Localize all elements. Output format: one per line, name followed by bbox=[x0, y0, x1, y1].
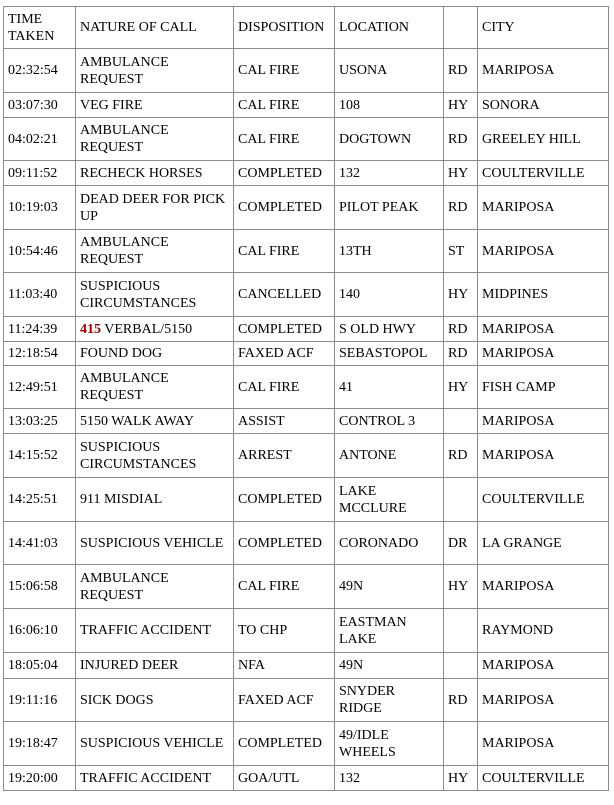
cell-location: SNYDER RIDGE bbox=[335, 679, 444, 722]
table-row bbox=[4, 118, 609, 161]
cell-disposition: COMPLETED bbox=[234, 186, 335, 230]
cell-location: 108 bbox=[335, 93, 444, 118]
cell-nature bbox=[76, 722, 234, 766]
header-city: CITY bbox=[478, 7, 609, 49]
cell-time: 19:11:16 bbox=[4, 679, 76, 722]
cell-street-type: RD bbox=[444, 679, 478, 722]
cell-city: MARIPOSA bbox=[478, 317, 609, 342]
cell-nature bbox=[76, 409, 234, 434]
cell-disposition: TO CHP bbox=[234, 609, 335, 653]
cell-street-type bbox=[444, 653, 478, 679]
cell-time: 19:20:00 bbox=[4, 766, 76, 791]
cell-location: CORONADO bbox=[335, 522, 444, 565]
cell-location: 13TH bbox=[335, 230, 444, 273]
cell-time: 11:24:39 bbox=[4, 317, 76, 342]
cell-city: MARIPOSA bbox=[478, 342, 609, 366]
cell-disposition: CAL FIRE bbox=[234, 49, 335, 93]
cell-location: DOGTOWN bbox=[335, 118, 444, 161]
cell-time: 12:18:54 bbox=[4, 342, 76, 366]
cell-street-type: RD bbox=[444, 186, 478, 230]
cell-location: ANTONE bbox=[335, 434, 444, 478]
cell-time: 15:06:58 bbox=[4, 565, 76, 609]
nature-text: FOUND DOG bbox=[80, 346, 163, 361]
cell-city: COULTERVILLE bbox=[478, 161, 609, 186]
cell-disposition: FAXED ACF bbox=[234, 342, 335, 366]
cell-time: 13:03:25 bbox=[4, 409, 76, 434]
cell-city: MARIPOSA bbox=[478, 230, 609, 273]
cell-nature bbox=[76, 766, 234, 791]
cell-nature bbox=[76, 609, 234, 653]
table-row bbox=[4, 93, 609, 118]
table-row bbox=[4, 230, 609, 273]
cell-city: SONORA bbox=[478, 93, 609, 118]
header-time: TIME TAKEN bbox=[4, 7, 76, 49]
cell-city: MARIPOSA bbox=[478, 653, 609, 679]
cell-nature bbox=[76, 118, 234, 161]
nature-text: TRAFFIC ACCIDENT bbox=[80, 770, 212, 786]
cell-nature bbox=[76, 230, 234, 273]
cell-location: 49N bbox=[335, 653, 444, 679]
cell-nature bbox=[76, 522, 234, 565]
cell-street-type: HY bbox=[444, 161, 478, 186]
table-row bbox=[4, 434, 609, 478]
cell-disposition: FAXED ACF bbox=[234, 679, 335, 722]
cell-location: 132 bbox=[335, 161, 444, 186]
cell-disposition: CAL FIRE bbox=[234, 230, 335, 273]
cell-disposition: COMPLETED bbox=[234, 478, 335, 522]
nature-text: AMBULANCE REQUEST bbox=[80, 570, 169, 603]
nature-text: SUSPICIOUS CIRCUMSTANCES bbox=[80, 278, 197, 311]
nature-code-highlight: 415 bbox=[80, 321, 101, 337]
table-row bbox=[4, 366, 609, 409]
cell-time: 14:25:51 bbox=[4, 478, 76, 522]
cell-location: 140 bbox=[335, 273, 444, 317]
cell-street-type: HY bbox=[444, 273, 478, 317]
cell-street-type: ST bbox=[444, 230, 478, 273]
cell-street-type: HY bbox=[444, 93, 478, 118]
cell-city: MARIPOSA bbox=[478, 565, 609, 609]
cell-disposition: CANCELLED bbox=[234, 273, 335, 317]
cell-disposition: CAL FIRE bbox=[234, 366, 335, 409]
table-row bbox=[4, 478, 609, 522]
cell-time: 09:11:52 bbox=[4, 161, 76, 186]
cell-time: 10:54:46 bbox=[4, 230, 76, 273]
cell-disposition: ASSIST bbox=[234, 409, 335, 434]
cell-disposition: COMPLETED bbox=[234, 317, 335, 342]
cell-nature bbox=[76, 317, 234, 342]
cell-nature bbox=[76, 93, 234, 118]
nature-text: VERBAL/5150 bbox=[101, 321, 193, 337]
cell-time: 11:03:40 bbox=[4, 273, 76, 317]
header-row bbox=[4, 7, 609, 49]
cell-time: 16:06:10 bbox=[4, 609, 76, 653]
cell-location: S OLD HWY bbox=[335, 317, 444, 342]
table-row bbox=[4, 609, 609, 653]
cell-street-type: RD bbox=[444, 434, 478, 478]
cell-time: 12:49:51 bbox=[4, 366, 76, 409]
table-row bbox=[4, 679, 609, 722]
cell-street-type bbox=[444, 478, 478, 522]
cell-time: 18:05:04 bbox=[4, 653, 76, 679]
cell-nature bbox=[76, 366, 234, 409]
cell-city: RAYMOND bbox=[478, 609, 609, 653]
cell-street-type: DR bbox=[444, 522, 478, 565]
cell-nature bbox=[76, 49, 234, 93]
cell-time: 10:19:03 bbox=[4, 186, 76, 230]
cell-disposition: COMPLETED bbox=[234, 722, 335, 766]
cell-city: COULTERVILLE bbox=[478, 478, 609, 522]
nature-text: INJURED DEER bbox=[80, 658, 179, 673]
cell-street-type bbox=[444, 409, 478, 434]
cell-disposition: GOA/UTL bbox=[234, 766, 335, 791]
cell-nature bbox=[76, 273, 234, 317]
table-row bbox=[4, 161, 609, 186]
cell-nature bbox=[76, 653, 234, 679]
cell-nature bbox=[76, 342, 234, 366]
cell-street-type bbox=[444, 722, 478, 766]
table-row bbox=[4, 317, 609, 342]
nature-text: SUSPICIOUS CIRCUMSTANCES bbox=[80, 439, 197, 472]
header-nature: NATURE OF CALL bbox=[76, 7, 234, 49]
cell-time: 04:02:21 bbox=[4, 118, 76, 161]
cell-street-type: RD bbox=[444, 49, 478, 93]
nature-text: AMBULANCE REQUEST bbox=[80, 235, 169, 267]
cell-location: 49N bbox=[335, 565, 444, 609]
cell-city: FISH CAMP bbox=[478, 366, 609, 409]
table-row bbox=[4, 565, 609, 609]
call-log-body bbox=[4, 7, 609, 791]
header-location: LOCATION bbox=[335, 7, 444, 49]
nature-text: SUSPICIOUS VEHICLE bbox=[80, 736, 224, 751]
cell-disposition: CAL FIRE bbox=[234, 93, 335, 118]
cell-city: GREELEY HILL bbox=[478, 118, 609, 161]
cell-disposition: NFA bbox=[234, 653, 335, 679]
cell-location: LAKE MCCLURE bbox=[335, 478, 444, 522]
cell-city: MARIPOSA bbox=[478, 679, 609, 722]
cell-nature bbox=[76, 161, 234, 186]
cell-street-type: HY bbox=[444, 366, 478, 409]
table-row bbox=[4, 766, 609, 791]
cell-street-type: RD bbox=[444, 342, 478, 366]
table-row bbox=[4, 522, 609, 565]
cell-disposition: COMPLETED bbox=[234, 161, 335, 186]
cell-location: 132 bbox=[335, 766, 444, 791]
cell-city: MIDPINES bbox=[478, 273, 609, 317]
nature-text: SUSPICIOUS VEHICLE bbox=[80, 535, 224, 551]
cell-nature bbox=[76, 565, 234, 609]
cell-nature bbox=[76, 478, 234, 522]
table-row bbox=[4, 409, 609, 434]
cell-city: MARIPOSA bbox=[478, 49, 609, 93]
cell-city: MARIPOSA bbox=[478, 186, 609, 230]
cell-nature bbox=[76, 679, 234, 722]
cell-street-type bbox=[444, 609, 478, 653]
cell-street-type: HY bbox=[444, 766, 478, 791]
cell-nature bbox=[76, 186, 234, 230]
cell-city: MARIPOSA bbox=[478, 409, 609, 434]
nature-text: TRAFFIC ACCIDENT bbox=[80, 623, 212, 638]
table-row bbox=[4, 342, 609, 366]
nature-text: DEAD DEER FOR PICK UP bbox=[80, 191, 226, 224]
nature-text: SICK DOGS bbox=[80, 692, 154, 708]
cell-city: LA GRANGE bbox=[478, 522, 609, 565]
cell-time: 14:41:03 bbox=[4, 522, 76, 565]
nature-text: VEG FIRE bbox=[80, 97, 143, 113]
table-row bbox=[4, 722, 609, 766]
nature-text: 5150 WALK AWAY bbox=[80, 413, 194, 429]
cell-street-type: RD bbox=[444, 317, 478, 342]
nature-text: 911 MISDIAL bbox=[80, 492, 163, 507]
cell-location: SEBASTOPOL bbox=[335, 342, 444, 366]
cell-location: 49/IDLE WHEELS bbox=[335, 722, 444, 766]
table-row bbox=[4, 186, 609, 230]
table-row bbox=[4, 273, 609, 317]
cell-city: COULTERVILLE bbox=[478, 766, 609, 791]
nature-text: AMBULANCE REQUEST bbox=[80, 371, 169, 403]
cell-disposition: CAL FIRE bbox=[234, 118, 335, 161]
cell-city: MARIPOSA bbox=[478, 722, 609, 766]
cell-disposition: CAL FIRE bbox=[234, 565, 335, 609]
cell-location: USONA bbox=[335, 49, 444, 93]
cell-location: CONTROL 3 bbox=[335, 409, 444, 434]
cell-street-type: HY bbox=[444, 565, 478, 609]
nature-text: RECHECK HORSES bbox=[80, 165, 203, 181]
cell-time: 19:18:47 bbox=[4, 722, 76, 766]
cell-location: 41 bbox=[335, 366, 444, 409]
table-row bbox=[4, 49, 609, 93]
cell-disposition: ARREST bbox=[234, 434, 335, 478]
cell-location: PILOT PEAK bbox=[335, 186, 444, 230]
cell-nature bbox=[76, 434, 234, 478]
cell-time: 14:15:52 bbox=[4, 434, 76, 478]
header-disposition: DISPOSITION bbox=[234, 7, 335, 49]
cell-street-type: RD bbox=[444, 118, 478, 161]
nature-text: AMBULANCE REQUEST bbox=[80, 123, 169, 155]
cell-location: EASTMAN LAKE bbox=[335, 609, 444, 653]
table-row bbox=[4, 653, 609, 679]
call-log-table bbox=[3, 6, 609, 791]
cell-city: MARIPOSA bbox=[478, 434, 609, 478]
header-street-type bbox=[444, 7, 478, 49]
nature-text: AMBULANCE REQUEST bbox=[80, 54, 169, 87]
cell-disposition: COMPLETED bbox=[234, 522, 335, 565]
cell-time: 03:07:30 bbox=[4, 93, 76, 118]
cell-time: 02:32:54 bbox=[4, 49, 76, 93]
